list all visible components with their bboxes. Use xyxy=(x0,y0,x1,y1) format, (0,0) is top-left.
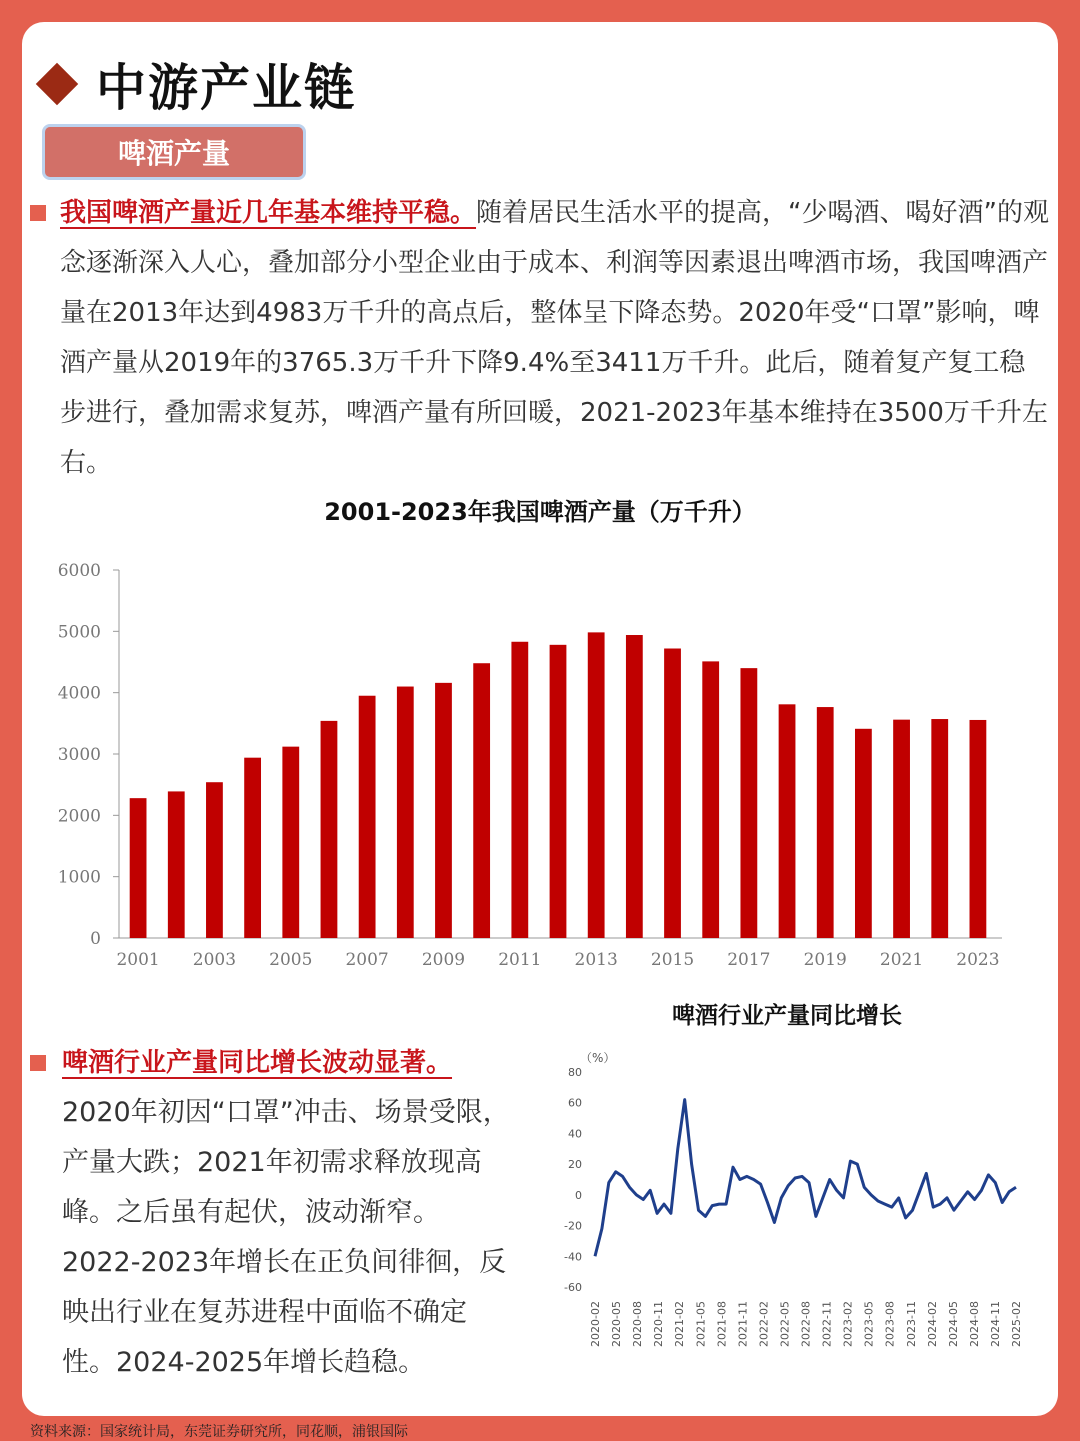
y-tick-label: 20 xyxy=(568,1158,582,1172)
x-tick-label: 2020-08 xyxy=(631,1301,645,1347)
x-tick-label: 2017 xyxy=(727,950,771,970)
bar-2020 xyxy=(855,729,872,938)
x-tick-label: 2015 xyxy=(650,950,695,970)
bar-2007 xyxy=(359,696,376,938)
y-tick-label: 0 xyxy=(90,929,101,949)
section-tag: 啤酒产量 xyxy=(42,124,306,180)
x-tick-label: 2020-11 xyxy=(652,1301,666,1347)
paragraph-highlight: 啤酒行业产量同比增长波动显著。 xyxy=(62,1048,453,1078)
y-tick-label: 6000 xyxy=(57,561,101,581)
bar-2010 xyxy=(473,663,490,938)
bar-chart xyxy=(22,534,1058,974)
x-tick-label: 2021 xyxy=(879,950,924,970)
square-bullet-icon xyxy=(30,1055,46,1071)
y-tick-label: -40 xyxy=(564,1250,582,1264)
x-tick-label: 2024-02 xyxy=(925,1301,939,1347)
x-tick-label: 2021-11 xyxy=(736,1301,750,1347)
bar-2003 xyxy=(206,782,223,938)
bar-2001 xyxy=(130,798,147,938)
growth-line xyxy=(595,1100,1016,1257)
paragraph-production xyxy=(60,188,1050,488)
x-tick-label: 2022-11 xyxy=(820,1301,834,1347)
square-bullet-icon xyxy=(30,205,46,221)
bar-2009 xyxy=(435,683,452,938)
bar-2006 xyxy=(321,721,338,938)
bar-2004 xyxy=(244,758,261,938)
y-tick-label: 3000 xyxy=(57,745,101,765)
bar-2019 xyxy=(817,707,834,938)
x-tick-label: 2020-02 xyxy=(589,1301,602,1347)
x-tick-label: 2021-05 xyxy=(694,1301,708,1347)
x-tick-label: 2022-05 xyxy=(778,1301,792,1347)
y-tick-label: 2000 xyxy=(57,806,101,827)
content-card xyxy=(22,22,1058,1416)
y-tick-label: 5000 xyxy=(57,622,101,643)
bar-2015 xyxy=(664,649,681,938)
y-tick-label: 1000 xyxy=(57,867,101,888)
y-tick-label: 80 xyxy=(568,1066,582,1079)
paragraph-highlight: 我国啤酒产量近几年基本维持平稳。 xyxy=(60,198,477,228)
x-tick-label: 2021-08 xyxy=(715,1301,729,1347)
x-tick-label: 2007 xyxy=(345,950,389,970)
paragraph-growth xyxy=(62,1038,512,1388)
page-title: 中游产业链 xyxy=(96,59,356,117)
x-tick-label: 2024-05 xyxy=(946,1301,960,1347)
bar-2016 xyxy=(702,661,719,938)
paragraph-body: 2020年初因“口罩”冲击、场景受限，产量大跌；2021年初需求释放现高峰。之后虽有起伏，波动渐窄。2022-2023年增长在正负间徘徊，反映出行业在复苏进程中面临不确定性。2024-2025年增长趋稳。 xyxy=(62,1097,510,1378)
x-tick-label: 2023 xyxy=(956,950,1000,970)
bar-2008 xyxy=(397,687,414,938)
x-tick-label: 2005 xyxy=(269,950,313,970)
x-tick-label: 2024-08 xyxy=(967,1301,981,1347)
diamond-icon xyxy=(36,63,78,105)
bar-2002 xyxy=(168,791,185,938)
bar-2017 xyxy=(740,668,757,938)
y-tick-label: 4000 xyxy=(57,683,101,704)
bar-2023 xyxy=(970,720,987,938)
x-tick-label: 2001 xyxy=(116,950,160,970)
paragraph-body: 随着居民生活水平的提高，“少喝酒、喝好酒”的观念逐渐深入人心，叠加部分小型企业由于成本、利润等因素退出啤酒市场，我国啤酒产量在2013年达到4983万千升的高点后，整体呈下降态势。2020年受“口罩”影响，啤酒产量从2019年的3765.3万千升下降9.4%至3411万千升。此后，随着复产复工稳步进行，叠加需求复苏，啤酒产量有所回暖，2021-2023年基本维持在3500万千升左右。 xyxy=(60,198,1049,478)
x-tick-label: 2009 xyxy=(421,950,466,970)
x-tick-label: 2020-05 xyxy=(610,1301,624,1347)
x-tick-label: 2022-08 xyxy=(799,1301,813,1347)
bar-2013 xyxy=(588,632,605,938)
bar-2012 xyxy=(550,645,567,938)
x-tick-label: 2011 xyxy=(498,950,542,970)
bar-chart-title: 2001-2023年我国啤酒产量（万千升） xyxy=(324,498,756,526)
y-tick-label: 0 xyxy=(575,1188,582,1202)
x-tick-label: 2023-05 xyxy=(862,1301,876,1347)
bar-2014 xyxy=(626,635,643,938)
x-tick-label: 2025-02 xyxy=(1010,1301,1023,1347)
x-tick-label: 2003 xyxy=(192,950,237,970)
x-tick-label: 2023-02 xyxy=(841,1301,855,1347)
x-tick-label: 2021-02 xyxy=(673,1301,687,1347)
x-tick-label: 2019 xyxy=(803,950,847,970)
bar-2018 xyxy=(779,704,796,938)
unit-label: （%） xyxy=(580,1051,616,1065)
line-chart-title: 啤酒行业产量同比增长 xyxy=(672,1003,902,1029)
y-tick-label: 40 xyxy=(568,1127,582,1141)
y-tick-label: -20 xyxy=(564,1219,582,1233)
bar-2011 xyxy=(511,642,528,938)
bar-2005 xyxy=(282,747,299,938)
x-tick-label: 2024-11 xyxy=(988,1301,1002,1347)
x-tick-label: 2023-08 xyxy=(883,1301,897,1347)
bar-2022 xyxy=(931,719,948,938)
line-chart xyxy=(540,1051,1023,1382)
y-tick-label: -60 xyxy=(564,1281,582,1294)
source-footer: 资料来源：国家统计局，东莞证券研究所，同花顺，浦银国际 xyxy=(30,1424,408,1440)
x-tick-label: 2023-11 xyxy=(904,1301,918,1347)
x-tick-label: 2022-02 xyxy=(757,1301,771,1347)
y-tick-label: 60 xyxy=(568,1096,582,1110)
bar-2021 xyxy=(893,720,910,938)
x-tick-label: 2013 xyxy=(574,950,618,970)
header xyxy=(30,48,356,120)
